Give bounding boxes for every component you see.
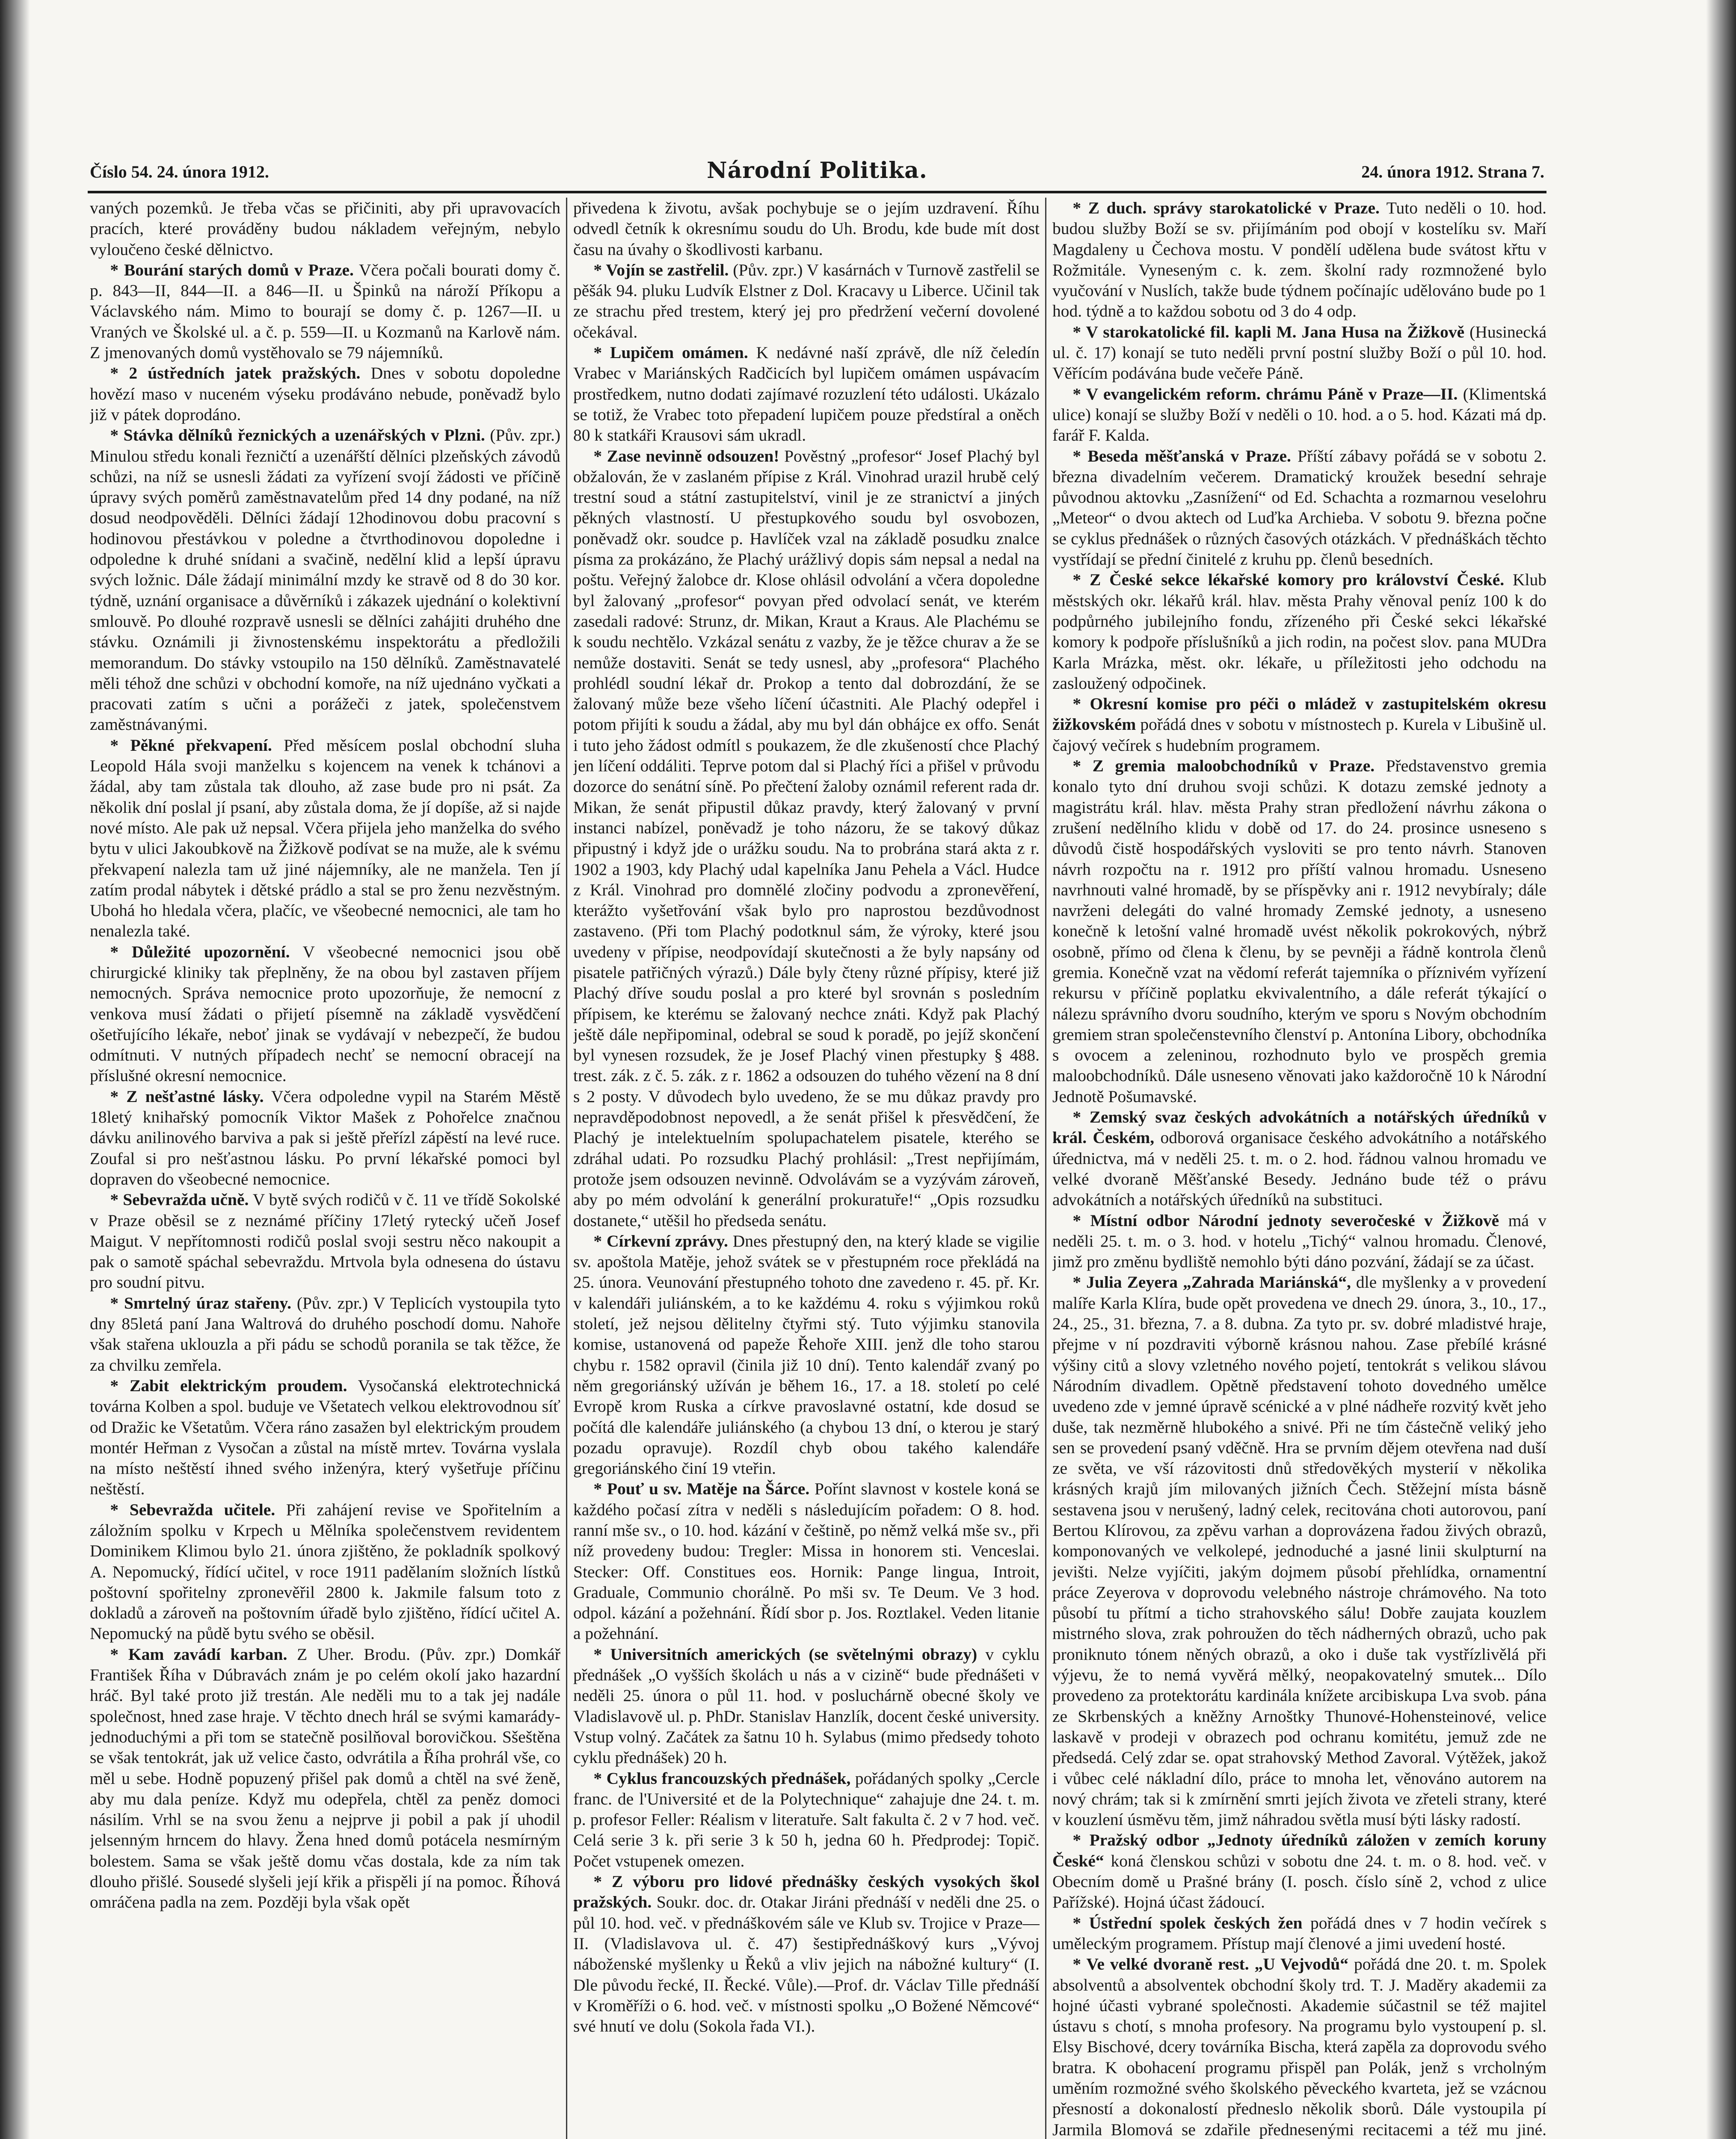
column-1 xyxy=(90,198,560,2139)
column-divider xyxy=(566,198,567,2139)
article-heading: * Zabit elektrickým proudem. xyxy=(110,1376,347,1395)
article-paragraph xyxy=(1052,1954,1546,2139)
article-paragraph xyxy=(1052,1830,1546,1912)
article-heading: * Sebevražda učně. xyxy=(110,1190,249,1209)
article-text: Pořínt slavnost v kostele koná se každého počasí zítra v neděli s následujícím pořadem: O 8. hod. ranní mše sv., o 10. hod. kázání v češtině, po němž velká mše sv., při níž provedeny budou: Tregler: Missa in honorem sti. Venceslai. Stecker: Off. Constitues eos. Hornik: Pange lingua, Introit, Graduale, Communio chorálně. Po mši sv. Te Deum. Ve 3 hod. odpol. kázání a požehnání. Řídí sbor p. Jos. Roztlakel. Veden litanie a požehnání. xyxy=(573,1479,1040,1643)
article-paragraph xyxy=(1052,1913,1546,1954)
article-paragraph xyxy=(90,363,560,425)
article-paragraph xyxy=(573,1478,1040,1644)
article-paragraph xyxy=(1052,384,1546,446)
article-paragraph xyxy=(1052,693,1546,755)
article-text: Představenstvo gremia konalo tyto dní druhou svoji schůzi. K dotazu zemské jednoty a magistrátu král. hlav. města Prahy stran předložení návrhu zákona o zrušení nedělního klidu v době od 17. do 24. prosince usneseno s důvodů čistě hospodářských vysloviti se pro tento návrh. Stanoven návrh rozpočtu na r. 1912 pro příští valnou hromadu. Usneseno navrhnouti valné hromadě, by se příspěvky ani r. 1912 nevybíraly; dále navrženi delegáti do valné hromady Zemské jednoty, a usneseno konečně k letošní valné hromadě uvést několik pokrokových, nýbrž osobně, přímo od člena k členu, by se pevněji a řádně kontrola členů gremia. Konečně vzat na vědomí referát tajemníka o příznivém vyřízení rekursu v příčině poplatku ekvivalentního, a dále referát týkající o nálezu správního dvoru soudního, kterým ve sporu s Novým obchodním gremiem stran společenstevního členství p. Antonína Libory, obchodníka s ovocem a zeleninou, rozhodnuto bylo ve prospěch gremia maloobchodníků. Dále usneseno věnovati jako každoročně 10 k Národní Jednotě Pošumavské. xyxy=(1052,756,1546,1106)
article-paragraph xyxy=(1052,755,1546,1107)
article-heading: * Sebevražda učitele. xyxy=(110,1500,276,1519)
article-paragraph xyxy=(90,1189,560,1292)
page-header xyxy=(90,157,1544,187)
article-paragraph xyxy=(1052,1272,1546,1830)
article-heading: * Smrtelný úraz stařeny. xyxy=(110,1293,291,1312)
article-heading: * V evangelickém reform. chrámu Páně v Praze—II. xyxy=(1072,384,1458,403)
article-heading: * Stávka dělníků řeznických a uzenářských v Plzni. xyxy=(110,426,485,445)
article-heading: * Pouť u sv. Matěje na Šárce. xyxy=(593,1479,810,1499)
article-paragraph xyxy=(573,198,1040,260)
article-heading: * Pěkné překvapení. xyxy=(110,735,272,755)
article-text: Při zahájení revise ve Spořitelním a záložním spolku v Krpech u Mělníka společenstvem revidentem Dominikem Klimou bylo 21. února zjištěno, že pokladník spolkový A. Nepomucký, řídící učitel, v roce 1911 padělaním složních lístků poštovní spořitelny zpronevěřil 2800 k. Jakmile falsum toto z dokladů a zároveň na poštovním úřadě bylo zjištěno, řídící učitel A. Nepomucký na půdě bytu svého se oběsil. xyxy=(90,1500,560,1643)
scan-edge-left xyxy=(0,0,30,2139)
article-heading: * Lupičem omámen. xyxy=(593,343,748,362)
column-divider xyxy=(1045,198,1046,2139)
article-text: pořádá dne 20. t. m. Spolek absolventů a absolventek obchodní školy trd. T. J. Maděry akademii za hojné účasti vybrané společnosti. Akademie súčastnil se též majitel ústavu s chotí, s mnoha profesory. Na programu bylo vystoupení p. sl. Elsy Bischové, dcery továrníka Bischa, která zapěla za doprovodu svého bratra. K obohacení programu přispěl pan Polák, jenž s vrcholným uměním rozmožné svého školského pěveckého kvarteta, jež se vzácnou přesností a dokonalostí předneslo několik sborů. Dále vystoupila pí Jarmila Blomová se zdařile přednesenými recitacemi a též mu jiné. xyxy=(1052,1955,1546,2139)
article-text: Před měsícem poslal obchodní sluha Leopold Hála svoji manželku s kojencem na venek k tchánovi a žádal, aby tam zůstala tak dlouho, až zase bude pro ni psát. Za několik dní poslal jí psaní, aby zůstala doma, že jí dopíše, až si najde nové místo. Ale pak už nepsal. Včera přijela jeho manželka do svého bytu v ulici Jakoubkově na Žižkově podívat se na muže, ale k svému překvapení nalezla tam už jiné nájemníky, ale ne manžela. Ten jí zatím prodal nábytek i dětské prádlo a stal se pro ženu nezvěstným. Ubohá ho hledala včera, plačíc, ve všeobecné nemocnici, ale tam ho nenalezla také. xyxy=(90,735,560,941)
article-heading: * Z duch. správy starokatolické v Praze. xyxy=(1072,198,1380,217)
article-text: má v neděli 25. t. m. o 3. hod. v hotelu „Tichý“ valnou hromadu. Členové, jimž pro změnu bydliště nemohlo býti dáno pozvání, žádají se za účast. xyxy=(1052,1211,1546,1271)
article-heading: * Z nešťastné lásky. xyxy=(110,1087,264,1106)
column-2 xyxy=(573,198,1040,2139)
article-paragraph xyxy=(90,1086,560,1189)
article-text: Příští zábavy pořádá se v sobotu 2. března divadelním večerem. Dramatický kroužek besední sehraje původnou aktovku „Zasnížení“ od Ed. Schachta a rozmarnou veselohru „Meteor“ o dvou aktech od Luďka Archieba. V sobotu 9. března počne se cyklus přednášek o různých časových otázkách. V přednáškách těchto vystřídají se přední činitelé z kruhu pp. členů besedních. xyxy=(1052,446,1546,569)
article-text: (Husinecká ul. č. 17) konají se tuto neděli první postní služby Boží o půl 10. hod. Věřícím podávána bude večeře Páně. xyxy=(1052,322,1546,383)
article-heading: * Zase nevinně odsouzen! xyxy=(593,446,779,465)
article-paragraph xyxy=(90,1499,560,1644)
article-text: vaných pozemků. Je třeba včas se přičiniti, aby při upravovacích pracích, které prováděny budou nákladem veřejným, nebylo vyloučeno české dělnictvo. xyxy=(90,198,560,259)
article-heading: * Ve velké dvoraně rest. „U Vejvodů“ xyxy=(1072,1955,1348,1974)
article-heading: * Cyklus francouzských přednášek, xyxy=(593,1769,851,1788)
header-rule xyxy=(88,191,1546,193)
newspaper-title: Národní Politika. xyxy=(707,157,927,184)
article-paragraph xyxy=(90,1644,560,1913)
article-heading: * Z výboru pro lidové přednášky českých vysokých škol pražských. xyxy=(573,1872,1040,1912)
article-heading: * Místní odbor Národní jednoty severočeské v Žižkově xyxy=(1072,1211,1499,1230)
scan-edge-right xyxy=(1706,0,1736,2139)
article-text: V všeobecné nemocnici jsou obě chirurgické kliniky tak přeplněny, že na obou byl zastaven příjem nemocných. Správa nemocnice proto upozorňuje, že nemocní z venkova musí žádati o přijetí písemně na základě vysvědčení ošetřujícího lékaře, neboť jinak se vydávají v nebezpečí, že budou odmítnuti. V nutných případech nechť se nemocní obracejí na příslušné okresní nemocnice. xyxy=(90,942,560,1085)
article-heading: * Universitních amerických (se světelnými obrazy) xyxy=(593,1644,978,1664)
article-heading: * Důležité upozornění. xyxy=(110,942,290,961)
article-heading: * Vojín se zastřelil. xyxy=(593,260,729,279)
article-text: v cyklu přednášek „O vyšších školách u nás a v cizině“ bude přednášeti v neděli 25. února o půl 11. hod. v posluchárně obecné školy ve Vladislavově ul. p. PhDr. Stanislav Hanzlík, docent české university. Vstup volný. Začátek za šatnu 10 h. Sylabus (mimo předsedy tohoto cyklu přednášek) 20 h. xyxy=(573,1644,1040,1767)
article-text: dle myšlenky a v provedení malíře Karla Klíra, bude opět provedena ve dnech 29. února, 3., 10., 17., 24., 25., 31. března, 7. a 8. dubna. Za tyto pr. sv. dobré mladistvé hraje, přejme v ní pozdraviti výborně krásnou nahou. Zase přebílé krásné výšiny citů a slovy vzletného nového pojetí, tentokrát s velikou slávou Národním divadlem. Opětně představení tohoto dovedného umělce uvedeno zde v jemné úpravě scénické a v plné nádheře rozvitý květ jeho duše, tak nezměrně hlubokého a snivé. Při ne tím částečně veliký jeho sen se provedení psaný vděčně. Hra se prvním dějem otevřena nad duší ze světa, ve vší rázovitosti dnů středověkých mysterií v několika krásných krajů jím milovaných jižních Čech. Stěžejní místa básně sestavena jsou v nerušený, ladný celek, recitována choti autorovou, paní Bertou Klírovou, za zpěvu varhan a doprovázena řadou živých obrazů, komponovaných ve velkolepé, jednoduché a jasné linii skulpturní na jevišti. Nelze vyjíčiti, jakým dojmem působí přehlídka, ornamentní práce Zeyerova v doprovodu velebného nástroje chrámového. Na toto působí tu přítmí a ticho strahovského sálu! Dobře zaujata kouzlem mistrného slova, zrak pohroužen do těch nádherných obrazů, ucho pak proniknuto tónem něných obrazů, a oko i duše tak vystřízlivělá při výjevu, že to nemá vyvěrá mělký, neopakovatelný smutek... Dílo provedeno za protektorátu kardinála knížete arcibiskupa Lva svob. pána ze Skrbenských a kněžny Arnoštky Thunové-Hohensteinové, velice laskavě v prodeji v obrazech pod ochranu komitétu, jemuž zde ne předsedá. Celý zdar se. opat strahovský Method Zavoral. Výtěžek, jakož i vůbec celé nákladní dílo, práce to mnoha let, věnováno autorem na nový chrám; tak si k zmírnění smrti jejích života ve zřeteli strany, které v kouzlení úsměvu těm, jimž náhradou světla musí býti lásky radostí. xyxy=(1052,1273,1546,1829)
article-paragraph xyxy=(90,1293,560,1375)
issue-number: Číslo 54. 24. února 1912. xyxy=(90,162,269,181)
article-paragraph xyxy=(573,1231,1040,1479)
article-text: odborová organisace českého advokátního a notářského úřednictva, má v neděli 25. t. m. o 2. hod. řádnou valnou hromadu ve velké dvoraně Měšťanské Besedy. Jednáno bude též o právu advokátních a notářských úředníků na substituci. xyxy=(1052,1128,1546,1209)
article-heading: * Pražský odbor „Jednoty úředníků záložen v zemích koruny České“ xyxy=(1052,1831,1546,1870)
article-paragraph xyxy=(1052,446,1546,570)
article-paragraph xyxy=(90,942,560,1086)
date-and-page: 24. února 1912. Strana 7. xyxy=(1361,162,1544,181)
article-text: Včera počali bourati domy č. p. 843—II, 844—II. a 846—II. u Špinků na nároží Příkopu a Václavského nám. Mimo to bourají se domy č. p. 1267—II. u Vraných ve Školské ul. a č. p. 559—II. u Kozmanů na Karlově nám. Z jmenovaných domů vystěhovalo se 79 nájemníků. xyxy=(90,260,560,362)
article-paragraph xyxy=(1052,1107,1546,1210)
article-text: pořádá dnes v 7 hodin večírek s uměleckým programem. Přístup mají členové a jimi uvedení hosté. xyxy=(1052,1913,1546,1953)
article-heading: * 2 ústředních jatek pražských. xyxy=(110,364,361,383)
article-paragraph xyxy=(573,260,1040,342)
article-heading: * Zemský svaz českých advokátních a notářských úředníků v král. Českém, xyxy=(1052,1108,1546,1147)
article-paragraph xyxy=(573,446,1040,1231)
article-text: Klub městských okr. lékařů král. hlav. města Prahy věnoval peníz 100 k do podpůrného jubilejního fondu, zřízeného při České sekci lékařské komory k podpoře příslušníků a jich rodin, na počest slov. pana MUDra Karla Mrázka, měst. okr. lékaře, u příležitosti jeho odchodu na zasloužený odpočinek. xyxy=(1052,570,1546,693)
article-heading: * Z gremia maloobchodníků v Praze. xyxy=(1072,756,1375,776)
article-text: Tuto neděli o 10. hod. budou služby Boží se sv. přijímáním pod obojí v kostelíku sv. Maří Magdaleny u Čechova mostu. V pondělí udělena bude svátost křtu v Rožmitále. Vyneseným c. k. zem. školní rady rozmnožené bylo vyučování v Nuslích, takže bude týdnem počínajíc udělováno bude po 1 hod. týdně a to každou sobotu od 3 do 4 odp. xyxy=(1052,198,1546,321)
article-paragraph xyxy=(1052,322,1546,384)
article-text: Dnes v sobotu dopoledne hovězí maso v nuceném výseku prodáváno nebude, poněvadž bylo již v pátek doprodáno. xyxy=(90,364,560,424)
article-text: koná členskou schůzi v sobotu dne 24. t. m. o 8. hod. več. v Obecním domě u Prašné brány (I. posch. číslo síně 2, vchod z ulice Pařížské). Hojná účast žádoucí. xyxy=(1052,1851,1546,1912)
article-paragraph xyxy=(1052,198,1546,322)
article-paragraph xyxy=(90,1375,560,1499)
article-heading: * Julia Zeyera „Zahrada Mariánská“, xyxy=(1072,1273,1351,1292)
article-text: (Pův. zpr.) V Teplicích vystoupila tyto dny 85letá paní Jana Waltrová do druhého poschodí domu. Nahoře však stařena uklouzla a při pádu se schodů poranila se tak těžce, že za chvilku zemřela. xyxy=(90,1293,560,1375)
article-text: (Pův. zpr.) Minulou středu konali řezničtí a uzenářští dělníci plzeňských závodů schůzi, na níž se usnesli žádati za vyřízení svojí žádosti ve příčině úpravy svých poměrů zaměstnavatelům před 14 dny podané, na níž dosud neodpověděli. Dělníci žádají 12hodinovou dobu pracovní s hodinovou přestávkou v poledne a čtvrthodinovou dopoledne i odpoledne k druhé snídani a svačině, nedělní klid a lepší úpravu svých ložnic. Dále žádají minimální mzdy ke stravě od 8 do 30 kor. týdně, uznání organisace a důvěrníků i zákazek ujednání o kolektivní smlouvě. Po dlouhé rozpravě usnesli se dělníci zahájiti druhého dne stávku. Oznámili ji živnostenskému inspektorátu a předložili memorandum. Do stávky vstoupilo na 150 dělníků. Zaměstnavatelé měli téhož dne schůzi v obchodní komoře, na níž ujednáno vyčkati a pracovati zatím s učni a porážeči z jatek, společenstvem zaměstnávanými. xyxy=(90,426,560,734)
article-paragraph xyxy=(90,735,560,942)
article-paragraph xyxy=(573,342,1040,445)
article-heading: * Církevní zprávy. xyxy=(593,1231,728,1250)
article-text: Včera odpoledne vypil na Starém Městě 18letý knihařský pomocník Viktor Mašek z Pohořelce značnou dávku anilinového barviva a pak si ještě přeřízl zápěstí na levé ruce. Zoufal si pro nešťastnou lásku. Po první lékařské pomoci byl dopraven do všeobecné nemocnice. xyxy=(90,1087,560,1188)
article-text: (Klimentská ulice) konají se služby Boží v neděli o 10. hod. a o 5. hod. Kázati má dp. farář F. Kalda. xyxy=(1052,384,1546,445)
article-paragraph xyxy=(1052,1210,1546,1272)
article-heading: * Z České sekce lékařské komory pro království České. xyxy=(1072,570,1505,590)
article-text: V bytě svých rodičů v č. 11 ve třídě Sokolské v Praze oběsil se z neznámé příčiny 17letý rytecký učeň Josef Maigut. V nepřítomnosti rodičů poslal svoji sestru něco nakoupit a pak o samotě spáchal sebevraždu. Mrtvola byla odnesena do ústavu pro soudní pitvu. xyxy=(90,1190,560,1292)
article-paragraph xyxy=(90,198,560,260)
article-paragraph xyxy=(573,1768,1040,1871)
article-heading: * V starokatolické fil. kapli M. Jana Husa na Žižkově xyxy=(1072,322,1465,341)
article-text: pořádaných spolky „Cercle franc. de l'Université et de la Polytechnique“ zahajuje dne 24. t. m. p. profesor Feller: Réalism v literatuře. Salt fakulta č. 2 v 7 hod. več. Celá serie 3 k. při serie 3 k 50 h, jedna 60 h. Předprodej: Topič. Počet vstupenek omezen. xyxy=(573,1769,1040,1870)
article-heading: * Beseda měšťanská v Praze. xyxy=(1072,446,1291,465)
article-text: K nedávné naší zprávě, dle níž čeledín Vrabec v Mariánských Radčicích byl lupičem omámen uspávacím prostředkem, nutno dodati zajímavé rozuzlení této události. Ukázalo se totiž, že Vrabec toto přepadení lupičem pouze předstíral a oněch 80 k statkáři Krausovi sám ukradl. xyxy=(573,343,1040,445)
article-heading: * Ústřední spolek českých žen xyxy=(1072,1913,1303,1932)
article-heading: * Bourání starých domů v Praze. xyxy=(110,260,354,279)
article-text: Soukr. doc. dr. Otakar Jiráni přednáší v neděli dne 25. o půl 10. hod. več. v přednáškovém sále ve Klub sv. Trojice v Praze—II. (Vladislavova ul. č. 47) šestipřednáškový kurs „Vývoj náboženské myšlenky u Řeků a vliv jejich na nábožné kultury“ (I. Dle původu řecké, II. Řecké. Vůle).—Prof. dr. Václav Tille přednáší v Kroměříži o 6. hod. več. v místnosti spolku „O Božené Němcové“ své hnutí ve dolu (Sokola řada VI.). xyxy=(573,1893,1040,2036)
article-text: Z Uher. Brodu. (Pův. zpr.) Domkář František Říha v Dúbravách znám je po celém okolí jako hazardní hráč. Byl také proto již trestán. Ale neděli mu to a tak jej nadále společnost, hned zase hraje. V těchto dnech hrál se svými kamarády-jednoduchými a při tom se statečně posilňoval borovičkou. Sšeštěna se však tentokrát, jak už velice často, odvrátila a Říha prohrál vše, co měl u sebe. Hodně popuzený přišel pak domů a chtěl na své ženě, aby mu dala peníze. Když mu odepřela, chtěl za peněz domoci násilím. Vrhl se na svou ženu a nejprve ji pobil a pak jí uhodil jelsenným hrncem do hlavy. Žena hned domů potácela nesmírným bolestem. Sama se však ještě domu včas dostala, kde za ním tak dlouho přišlé. Sousedé slyšeli její křik a přispěli jí na pomoc. Říhová omráčena padla na zem. Později byla však opět xyxy=(90,1644,560,1912)
article-heading: * Okresní komise pro péči o mládež v zastupitelském okresu žižkovském xyxy=(1052,694,1546,734)
article-heading: * Kam zavádí karban. xyxy=(110,1644,287,1664)
article-paragraph xyxy=(1052,569,1546,693)
article-paragraph xyxy=(90,425,560,735)
article-paragraph xyxy=(90,260,560,363)
article-text: Vysočanská elektrotechnická továrna Kolben a spol. buduje ve Všetatech velkou elektrovodnou síť od Dražic ke Všetatům. Včera ráno zasažen byl elektrickým proudem montér Heřman z Vysočan a zůstal na místě mrtev. Továrna vyslala na místo neštěstí ihned svého inženýra, který vyšetřuje příčinu neštěstí. xyxy=(90,1376,560,1499)
article-paragraph xyxy=(573,1644,1040,1768)
article-text: (Pův. zpr.) V kasárnách v Turnově zastřelil se pěšák 94. pluku Ludvík Elstner z Dol. Kracavy u Liberce. Učinil tak ze strachu před trestem, který jej pro předržení večerní dovolené očekával. xyxy=(573,260,1040,341)
article-text: pořádá dnes v sobotu v místnostech p. Kurela v Libušině ul. čajový večírek s hudebním programem. xyxy=(1052,715,1546,755)
article-paragraph xyxy=(573,1871,1040,2036)
column-3 xyxy=(1052,198,1546,2139)
article-text: Dnes přestupný den, na který klade se vigilie sv. apoštola Matěje, jehož svátek se v přestupném roce překládá na 25. února. Veunování přestupného tohoto dne zavedeno r. 45. př. Kr. v kalendáři juliánském, a to ke každému 4. roku s výjimkou roků století, jež nejsou dělitelny čtyřmi stý. Tuto výjimku stanovila komise, ustanovená od papeže Řehoře XIII. jenž dle toho starou chybu r. 1582 opravil (činila již 10 dní). Tento kalendář zvaný po něm gregoriánský užíván je během 16., 17. a 18. století po celé Evropě krom Ruska a církve pravoslavné ostatní, kde dosud se počítá dle kalendáře juliánského (a chybou 13 dní, o kterou je starý pozadu opravuje). Rozdíl chyb obou takého kalendáře gregoriánského činí 19 vteřin. xyxy=(573,1231,1040,1478)
article-text: Pověstný „profesor“ Josef Plachý byl obžalován, že v zaslaném přípise z Král. Vinohrad urazil hrubě celý trestní soud a státní zastupitelství, vinil je ze stranictví a jiných pěkných vlastností. U přestupkového soudu byl osvobozen, poněvadž okr. soudce p. Havlíček vzal na základě posudku znalce písma za prokázáno, že Plachý urážlivý dopis sám nepsal a nedal na poštu. Veřejný žalobce dr. Klose ohlásil odvolání a včera dopoledne byl žalovaný „profesor“ povyan před odvolací senát, ve kterém zasedali radové: Strunz, dr. Mikan, Kraut a Kraus. Ale Plachému se k soudu nechtělo. Vzkázal senátu z vazby, že je těžce churav a že se nemůže dostaviti. Senát se tedy usnesl, aby „profesora“ Plachého prohlédl soudní lékař dr. Prokop a tento dal dobrozdání, že se žalovaný může beze všeho líčení účastniti. Ale Plachý odepřel i potom přijíti k soudu a žádal, aby mu byl dán obhájce ex offo. Senát i tuto jeho žádost odmítl s poukazem, že dle zkušeností chce Plachý jen líčení oddáliti. Teprve potom dal si Plachý říci a přišel v průvodu dozorce do senátní síně. Po přečtení žaloby oznámil referent rada dr. Mikan, že senát připustil důkaz pravdy, který žalovaný v první instanci nabízel, poněvadž je toho názoru, že se takový důkaz připustný i když jde o urážku soudu. Na to probrána stará akta z r. 1902 a 1903, kdy Plachý udal kapelníka Janu Pehela a Václ. Hudce z Král. Vinohrad pro domnělé zločiny podvodu a zpronevěření, kterážto vyšetřování však bylo pro naprostou bezdůvodnost zastaveno. (Při tom Plachý podotknul sám, že výroky, které jsou uvedeny v přípise, neodpovídají skutečnosti a že byly napsány od pisatele patřičných výrazů.) Dále byly čteny různé přípisy, které již Plachý dříve soudu poslal a pro které byl srovnán s posledním přípisem, ke kterému se žalovaný nechce znáti. Když pak Plachý ještě dále nepřipominal, odebral se soud k poradě, po jejíž skončení byl vynesen rozsudek, že je Josef Plachý vinen přestupky § 488. trest. zák. z č. 5. zák. z r. 1862 a odsouzen do tuhého vězení na 8 dní s 2 posty. V důvodech bylo uvedeno, že se mu důkaz pravdy pro nepravděpodobnost nepovedl, a že senát přišel k přesvědčení, že Plachý je intelektuelním spolupachatelem pisatele, kterého se zdráhal udati. Po rozsudku Plachý prohlásil: „Trest nepřijímám, protože jsem odsouzen nevinně. Odvolávám se a vyzývám zároveň, aby po mém odvolání k generální prokuratuře!“ „Opis rozsudku dostanete,“ utěšil ho předseda senátu. xyxy=(573,446,1040,1230)
article-text: přivedena k životu, avšak pochybuje se o jejím uzdravení. Říhu odvedl četník k okresnímu soudu do Uh. Brodu, kde bude mít dost času na úvahy o škodlivosti karbanu. xyxy=(573,198,1040,259)
